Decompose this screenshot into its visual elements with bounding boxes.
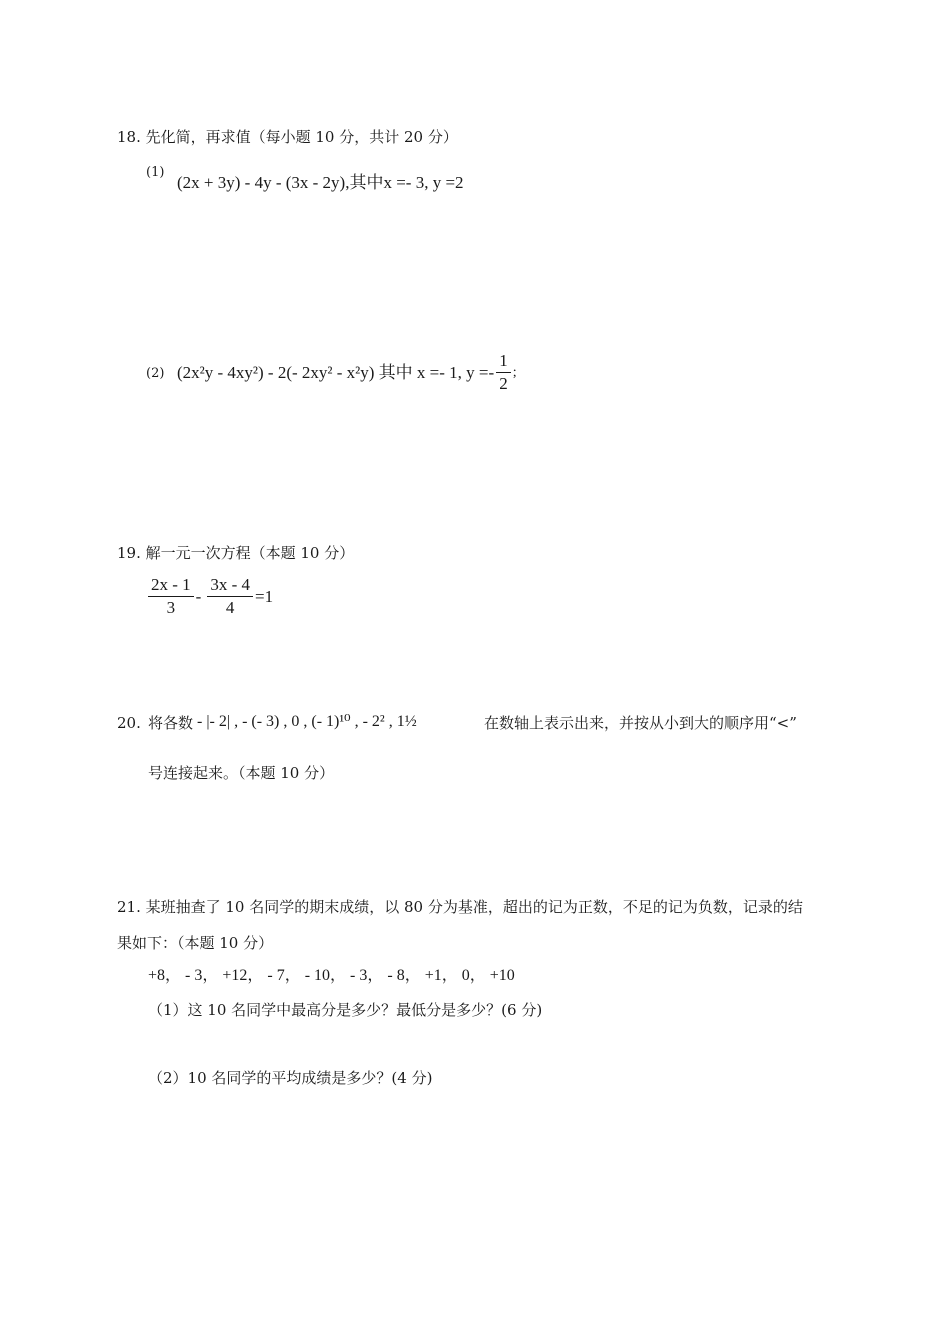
q18-part1-expression — [177, 172, 464, 194]
q19-fraction-2 — [207, 574, 253, 619]
q18-part2-text: (2x²y - 4xy²) - 2(- 2xy² - x²y) 其中 x =- 1, y =- — [177, 362, 495, 382]
q19-heading: 19. 解一元一次方程（本题 10 分） — [117, 544, 355, 562]
q18-part1-label: (1) — [146, 165, 165, 180]
q19-minus: - — [195, 586, 202, 606]
q18-part2-expression — [177, 350, 517, 395]
q21-scores: +8， - 3， +12， - 7， - 10， - 3， - 8， +1， 0， +10 — [148, 967, 515, 984]
q21-subquestion-1: （1）这 10 名同学中最高分是多少？最低分是多少？(6 分) — [148, 1001, 543, 1019]
q19-frac2-num: 3x - 4 — [207, 574, 253, 597]
q18-part1-text: (2x + 3y) - 4y - (3x - 2y),其中x =- 3, y =2 — [177, 173, 464, 192]
q21-line2: 果如下：（本题 10 分） — [117, 934, 274, 952]
q18-part2-fraction — [496, 350, 511, 395]
q18-part2-tail: ; — [512, 364, 517, 380]
q19-equation — [146, 574, 273, 619]
q20-tail: 在数轴上表示出来，并按从小到大的顺序用“<” — [484, 714, 797, 732]
q18-part2-frac-den: 2 — [499, 374, 508, 393]
q19-frac1-num: 2x - 1 — [148, 574, 194, 597]
q19-frac1-den: 3 — [166, 598, 176, 617]
q18-heading: 18. 先化简，再求值（每小题 10 分，共计 20 分） — [117, 128, 458, 146]
q19-rhs: =1 — [255, 586, 274, 606]
q21-subquestion-2: （2）10 名同学的平均成绩是多少？(4 分) — [148, 1069, 433, 1087]
q20-line2: 号连接起来。（本题 10 分） — [148, 764, 335, 782]
q19-frac2-den: 4 — [225, 598, 235, 617]
q19-fraction-1 — [148, 574, 194, 619]
q20-number-list: - |- 2| , - (- 3) , 0 , (- 1)¹⁰ , - 2² , 1½ — [197, 713, 417, 730]
q18-part2-frac-num: 1 — [496, 350, 511, 373]
q21-line1: 21. 某班抽查了 10 名同学的期末成绩，以 80 分为基准，超出的记为正数，不足的记为负数，记录的结 — [117, 898, 803, 916]
q18-part2-label: (2) — [146, 366, 165, 381]
q20-lead: 将各数 — [148, 714, 194, 732]
q20-number: 20. — [117, 714, 141, 732]
